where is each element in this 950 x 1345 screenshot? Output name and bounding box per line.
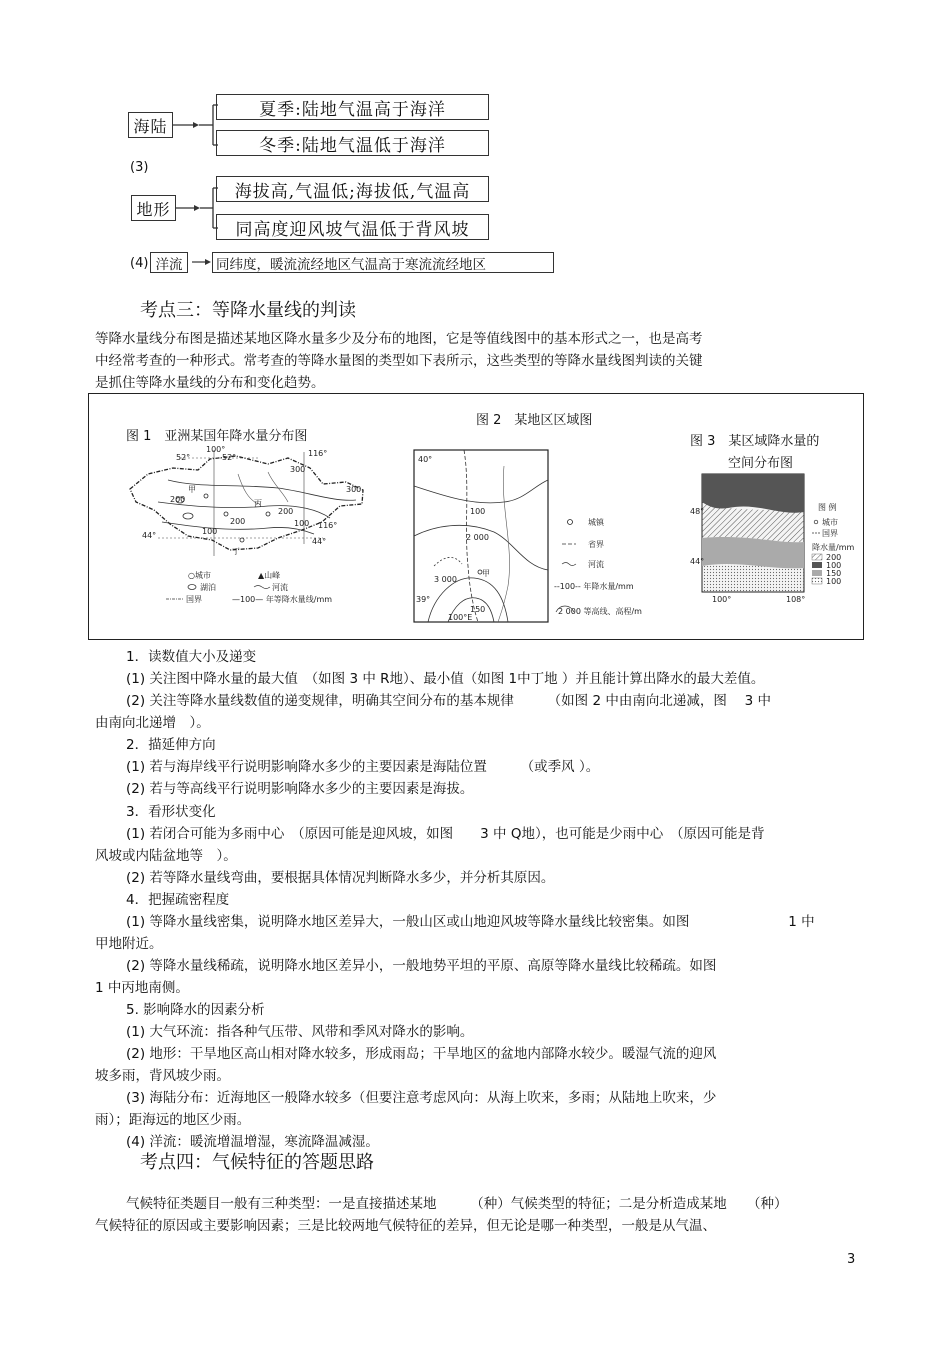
fig1-legend-isohyet: —100— 年等降水量线/mm [232,595,333,604]
section4-line-1: 气候特征类题目一般有三种类型：一是直接描述某地 （种）气候类型的特征；二是分析造成某地 （种） [126,1196,788,1212]
fig2-legend-town: 城镇 [588,518,604,527]
fig3-caption-2: 空间分布图 [728,456,794,471]
winter-box: 冬季:陆地气温低于海洋 [216,130,489,156]
body-line-15: (2) 等降水量线稀疏，说明降水地区差异小，一般地势平坦的平原、高原等降水量线比较稀疏。如图 [126,958,717,974]
fig1-label-200-b: 200 [230,517,246,526]
fig1-label-52-right: 52° [222,453,237,462]
yangliu-arrow [190,255,212,269]
body-line-3: (2) 关注等降水量线数值的递变规律，明确其空间分布的基本规律 （如图 2 中由南向北递减，图 3 中 [126,693,772,709]
fig1-label-44-left: 44° [142,531,157,540]
fig1-caption: 图 1 亚洲某国年降水量分布图 [126,429,308,444]
fig1-label-116-top: 116° [308,449,328,458]
body-line-20: 坡多雨，背风坡少雨。 [95,1068,230,1084]
fig3-label-48: 48° [690,507,705,516]
fig3-legend-precip: 降水量/mm [812,543,855,552]
body-line-14: 甲地附近。 [95,936,163,952]
fig2-legend-border: 省界 [588,540,604,549]
fig3-caption-1: 图 3 某区域降水量的 [690,434,820,449]
fig2-label-39: 39° [416,595,431,604]
fig1-map [118,444,380,614]
body-line-23: (4) 洋流：暖流增温增湿，寒流降温减湿。 [126,1134,379,1150]
body-line-16: 1 中丙地南侧。 [95,980,189,996]
fig3-label-108: 108° [786,595,806,604]
fig3-legend-100b: 100 [826,577,842,586]
section3-intro-1: 等降水量线分布图是描述某地区降水量多少及分布的地图，它是等值线图中的基本形式之一，也是高考 [95,331,703,347]
body-line-6: (1) 若与海岸线平行说明影响降水多少的主要因素是海陆位置 （或季风 ）。 [126,759,600,775]
body-line-9: (1) 若闭合可能为多雨中心 （原因可能是迎风坡，如图 3 中 Q地），也可能是少雨中心 （原因可能是背 [126,826,765,842]
fig3-legend-200: 200 [826,553,842,562]
fig3-legend-city: 城市 [822,518,838,527]
fig3-legend-150: 150 [826,569,842,578]
dixing-connector [176,176,218,240]
haihu-connector [173,94,218,156]
fig1-legend-border: 国界 [186,595,202,604]
fig2-legend-contour: 2 000 等高线、高程/m [558,607,642,616]
body-line-7: (2) 若与等高线平行说明影响降水多少的主要因素是海拔。 [126,781,474,797]
fig1-label-100-top: 100° [206,445,226,454]
body-line-8: 3．看形状变化 [126,804,216,820]
body-line-18: (1) 大气环流：指各种气压带、风带和季风对降水的影响。 [126,1024,474,1040]
fig2-label-150: 150 [470,605,486,614]
fig2-label-100: 100 [470,507,486,516]
section3-intro-3: 是抓住等降水量线的分布和变化趋势。 [95,375,325,391]
body-line-4: 由南向北递增 ）。 [95,715,210,731]
yangliu-label-box: 洋流 [150,252,188,273]
yangliu-text-box: 同纬度，暖流流经地区气温高于寒流流经地区 [212,252,554,273]
fig2-label-40: 40° [418,455,433,464]
fig1-label-116-bottom: 116° [318,521,338,530]
fig2-legend-isohyet: --100-- 年降水量/mm [554,582,634,591]
fig1-label-200-c: 200 [278,507,294,516]
fig2-label-2000: 2 000 [466,533,489,542]
body-line-11: (2) 若等降水量线弯曲，要根据具体情况判断降水多少，并分析其原因。 [126,870,555,886]
fig1-legend-city: ○城市 [188,571,211,580]
body-line-19: (2) 地形：干旱地区高山相对降水较多，形成雨岛；干旱地区的盆地内部降水较少。暖湿气流的迎风 [126,1046,717,1062]
fig3-label-100: 100° [712,595,732,604]
fig1-label-100-a: 100 [202,527,218,536]
fig3-map [688,472,855,608]
fig1-label-44-right: 44° [312,537,327,546]
section3-intro-2: 中经常考查的一种形式。常考查的等降水量图的类型如下表所示，这些类型的等降水量线图判读的关键 [95,353,703,369]
fig3-legend-title: 图 例 [818,503,837,512]
section3-title: 考点三：等降水量线的判读 [140,300,356,321]
body-line-17: 5. 影响降水的因素分析 [126,1002,265,1018]
fig1-label-100-b: 100 [294,519,310,528]
body-line-13: (1) 等降水量线密集，说明降水地区差异大，一般山区或山地迎风坡等降水量线比较密集。如图 1 中 [126,914,815,930]
dixing-line1-box: 海拔高,气温低;海拔低,气温高 [216,176,489,202]
fig1-label-200-a: 200 [170,495,186,504]
fig1-label-ding: 丁 [232,547,240,556]
section4-line-2: 气候特征的原因或主要影响因素；三是比较两地气候特征的差异，但无论是哪一种类型，一般是从气温、 [95,1218,716,1234]
fig2-legend-river: 河流 [588,560,604,569]
page-number: 3 [847,1252,856,1267]
fig1-legend-peak: ▲山峰 [258,571,281,580]
fig1-label-300-a: 300 [290,465,306,474]
fig2-map [404,446,666,626]
fig2-label-3000: 3 000 [434,575,457,584]
fig2-caption: 图 2 某地区区域图 [476,413,593,428]
fig2-label-jia: 甲 [482,569,490,578]
haihu-label-box: 海陆 [128,112,173,138]
fig1-legend-lake: 湖泊 [200,583,216,592]
body-line-12: 4．把握疏密程度 [126,892,230,908]
fig1-legend-river: 河流 [272,583,288,592]
fig1-label-52-left: 52° [176,453,191,462]
body-line-2: (1) 关注图中降水量的最大值 （如图 3 中 R地）、最小值（如图 1中丁地 ）并且能计算出降水的最大差值。 [126,671,765,687]
body-line-22: 雨）；距海远的地区少雨。 [95,1112,251,1128]
summer-box: 夏季:陆地气温高于海洋 [216,94,489,120]
item-3-label: (3) [130,160,149,175]
fig3-legend-100a: 100 [826,561,842,570]
fig3-label-44: 44° [690,557,705,566]
body-line-21: (3) 海陆分布：近海地区一般降水较多（但要注意考虑风向：从海上吹来，多雨；从陆地上吹来，少 [126,1090,717,1106]
fig2-label-100e: 100°E [448,613,473,622]
body-line-10: 风坡或内陆盆地等 ）。 [95,848,237,864]
section4-title: 考点四：气候特征的答题思路 [140,1152,374,1173]
fig3-legend-border: 国界 [822,529,838,538]
fig1-label-300-b: 300 [346,485,362,494]
body-line-5: 2．描延伸方向 [126,737,216,753]
item-4-label: (4) [130,256,149,271]
fig1-label-jia: 甲 [188,485,196,494]
dixing-line2-box: 同高度迎风坡气温低于背风坡 [216,214,489,240]
dixing-label-box: 地形 [131,195,176,221]
body-line-1: 1．读数值大小及递变 [126,649,257,665]
fig1-label-bing: 丙 [254,499,262,508]
